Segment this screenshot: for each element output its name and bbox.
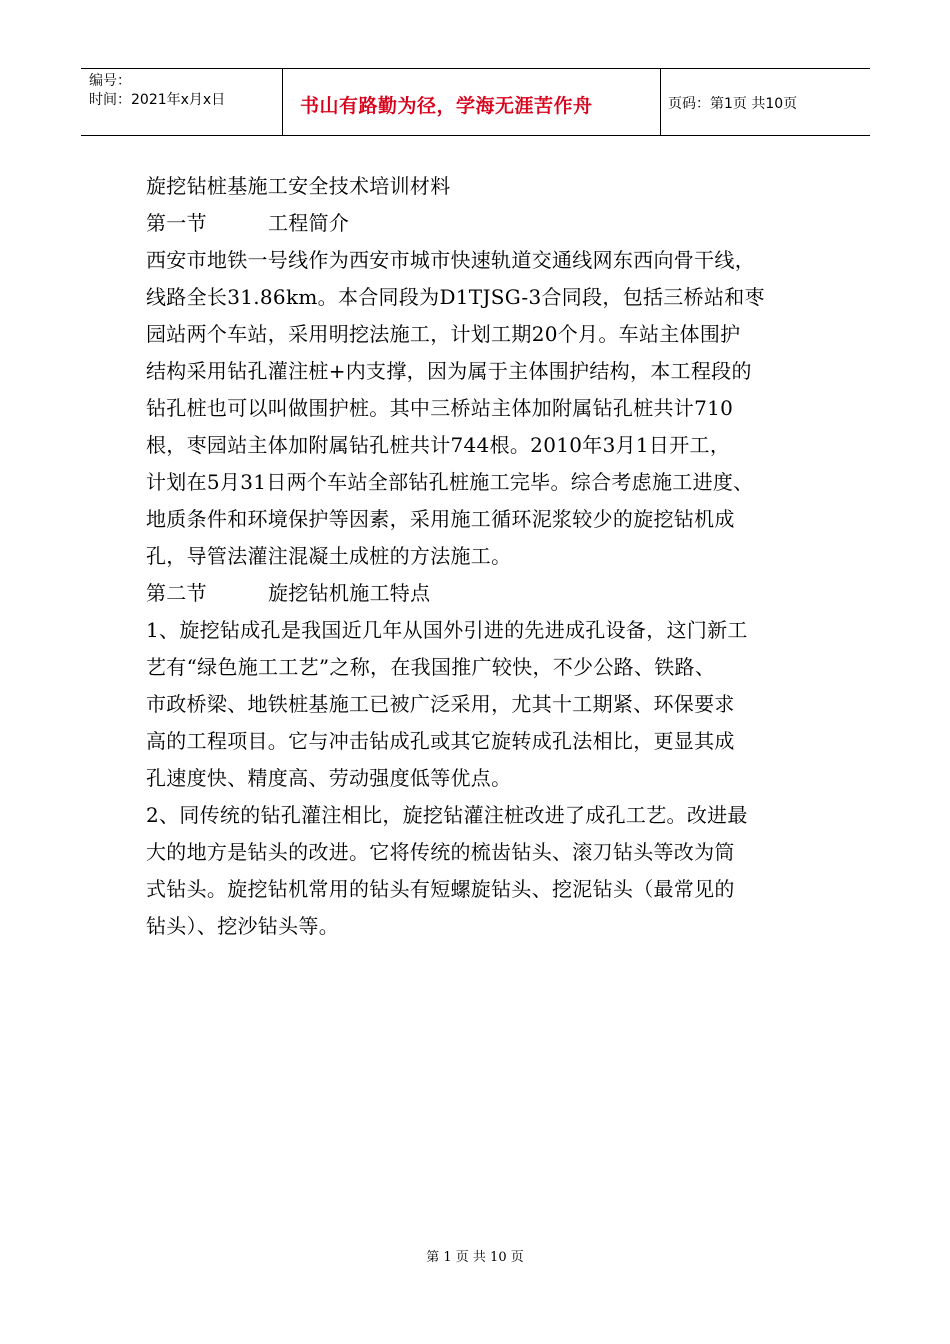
paragraph-line: 钻头）、挖沙钻头等。 (146, 914, 339, 938)
document-date: 时间：2021年x月x日 (89, 92, 226, 108)
section-1-body (146, 242, 826, 575)
page-footer: 第 1 页 共 10 页 (426, 1250, 524, 1265)
paragraph-line: 线路全长31.86km。本合同段为D1TJSG-3合同段，包括三桥站和枣 (146, 285, 765, 309)
header-meta-cell (81, 69, 283, 135)
paragraph-line: 结构采用钻孔灌注桩+内支撑，因为属于主体围护结构，本工程段的 (146, 359, 752, 383)
section-number: 第一节 (146, 211, 207, 235)
section-2-body (146, 612, 826, 945)
section-title: 工程简介 (268, 211, 350, 235)
document-title: 旋挖钻桩基施工安全技术培训材料 (146, 174, 451, 198)
paragraph-line: 钻孔桩也可以叫做围护桩。其中三桥站主体加附属钻孔桩共计710 (146, 396, 734, 420)
section-number: 第二节 (146, 581, 207, 605)
paragraph-line: 园站两个车站，采用明挖法施工，计划工期20个月。车站主体围护 (146, 322, 741, 346)
header-page-number: 页码：第1页 共10页 (668, 96, 798, 112)
section-heading-1 (146, 205, 826, 242)
header-page-cell (660, 69, 870, 135)
paragraph-line: 艺有“绿色施工工艺”之称，在我国推广较快，不少公路、铁路、 (146, 655, 716, 679)
paragraph-line: 孔，导管法灌注混凝土成桩的方法施工。 (146, 544, 512, 568)
section-title: 旋挖钻机施工特点 (268, 581, 431, 605)
document-header (81, 68, 870, 136)
paragraph-line: 高的工程项目。它与冲击钻成孔或其它旋转成孔法相比，更显其成 (146, 729, 735, 753)
paragraph-line: 2、同传统的钻孔灌注相比，旋挖钻灌注桩改进了成孔工艺。改进最 (146, 803, 748, 827)
section-heading-2 (146, 575, 826, 612)
paragraph-line: 市政桥梁、地铁桩基施工已被广泛采用，尤其十工期紧、环保要求 (146, 692, 735, 716)
paragraph-line: 计划在5月31日两个车站全部钻孔桩施工完毕。综合考虑施工进度、 (146, 470, 754, 494)
paragraph-line: 1、旋挖钻成孔是我国近几年从国外引进的先进成孔设备，这门新工 (146, 618, 748, 642)
document-body (146, 168, 826, 945)
header-motto: 书山有路勤为径，学海无涯苦作舟 (300, 95, 593, 117)
paragraph-line: 孔速度快、精度高、劳动强度低等优点。 (146, 766, 512, 790)
paragraph-line: 西安市地铁一号线作为西安市城市快速轨道交通线网东西向骨干线， (146, 248, 755, 272)
paragraph-line: 大的地方是钻头的改进。它将传统的梳齿钻头、滚刀钻头等改为筒 (146, 840, 735, 864)
paragraph-line: 地质条件和环境保护等因素，采用施工循环泥浆较少的旋挖钻机成 (146, 507, 735, 531)
paragraph-line: 根，枣园站主体加附属钻孔桩共计744根。2010年3月1日开工， (146, 433, 731, 457)
header-motto-cell (282, 69, 661, 135)
document-number: 编号： (89, 73, 131, 89)
paragraph-line: 式钻头。旋挖钻机常用的钻头有短螺旋钻头、挖泥钻头（最常见的 (146, 877, 735, 901)
